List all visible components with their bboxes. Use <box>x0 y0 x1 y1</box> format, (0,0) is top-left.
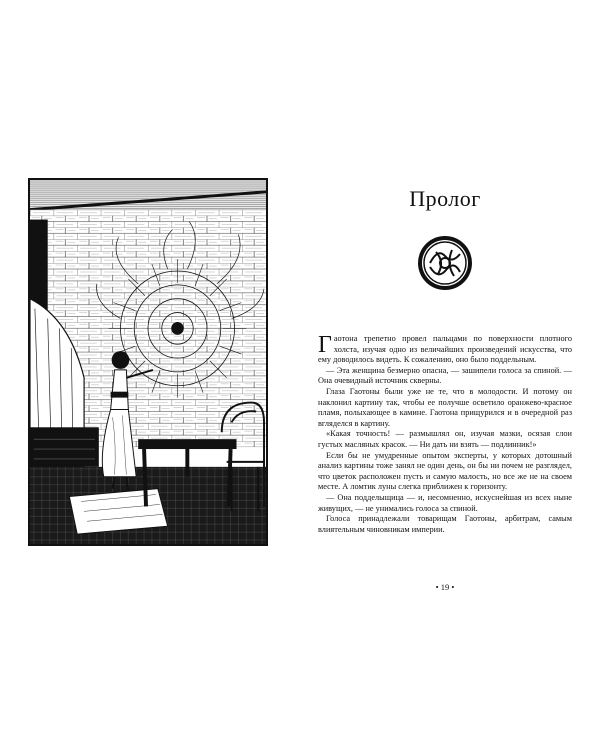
paragraph: Глаза Гаотоны были уже не те, что в молодости. И потому он наклонил картину так, чтобы ее получше осветило оранжево-красное пламя, полыхающее в камине. Гаотона прищурился и в очередной раз вгляделся в картину. <box>318 386 572 428</box>
page-number: • 19 • <box>435 582 455 592</box>
paragraph: «Какая точность! — размышлял он, изучая мазки, осязая слои густых масляных красок. — Ни дать ни взять — подлинник!» <box>318 429 572 449</box>
celtic-knot-medallion-icon <box>416 234 474 292</box>
paragraph-text: аотона трепетно провел пальцами по поверхности плотного холста, изучая одно из величайших произведений искусства, что ему доводилось видеть. К сожалению, оно было поддельным. <box>318 334 572 365</box>
drop-cap: Г <box>318 332 332 358</box>
paragraph: — Эта женщина безмерно опасна, — зашипели голоса за спиной. — Она очевидный источник скверны. <box>318 365 572 386</box>
prologue-text <box>318 334 572 535</box>
paragraph: — Она подделыщица — и, несомненно, искуснейшая из всех ныне живущих, — не унимались голоса за спиной. <box>318 492 572 513</box>
chapter-title: Пролог <box>409 186 481 211</box>
paragraph <box>318 334 572 366</box>
paragraph: Если бы не умудренные опытом эксперты, у которых дотошный анализ картины тоже занял не один день, он бы ни почем не разглядел, что цветок расположен пусть и самую малость, но все же не на своем месте. А ломтик луны слегка приближен к горизонту. <box>318 450 572 492</box>
chapter-illustration <box>28 178 268 546</box>
paragraph: Голоса принадлежали товарищам Гаотоны, арбитрам, самым влиятельным чиновникам империи. <box>318 514 572 534</box>
